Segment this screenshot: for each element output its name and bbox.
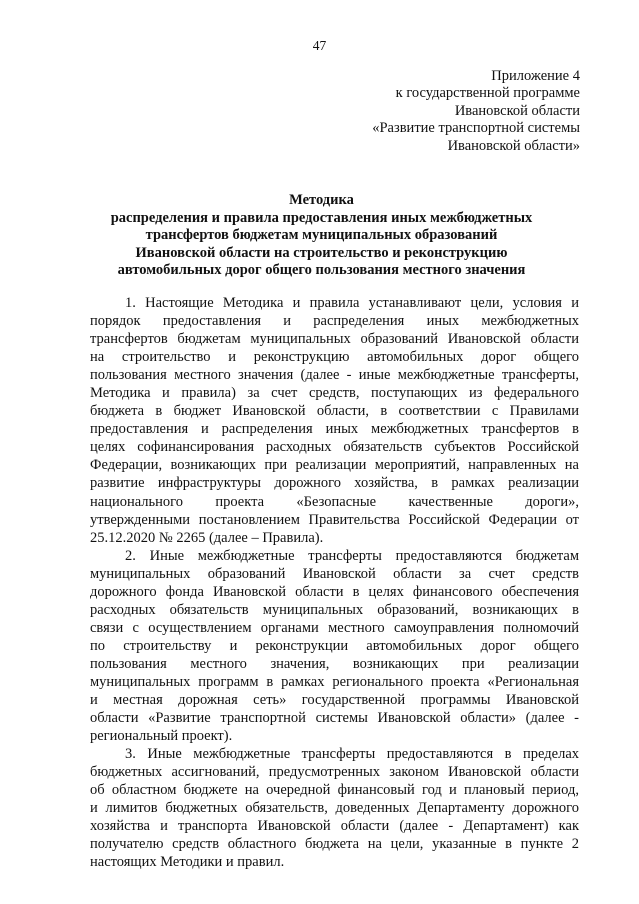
- paragraph-line: 25.12.2020 № 2265 (далее – Правила).: [90, 529, 324, 546]
- paragraph-line: настоящих Методики и правил.: [90, 854, 285, 871]
- paragraph-line: об областном бюджете на очередной финансовый год и плановый период,: [90, 782, 579, 799]
- appendix-line: Ивановской области: [454, 102, 580, 119]
- paragraph-line: 2. Иные межбюджетные трансферты предоставляются бюджетам: [125, 547, 579, 564]
- paragraph-line: пользования местного значения, возникающих при реализации: [90, 655, 579, 672]
- paragraph-line: и местная дорожная сеть» государственной программы Ивановской: [90, 692, 579, 709]
- paragraph-line: порядок предоставления и распределения иных межбюджетных: [90, 313, 579, 330]
- appendix-header: [372, 68, 580, 155]
- title-line: трансфертов бюджетам муниципальных образований: [145, 227, 498, 244]
- paragraph-line: Методика и правила) за счет средств, поступающих из федерального: [90, 385, 579, 402]
- document-title: [60, 192, 583, 280]
- title-line: распределения и правила предоставления иных межбюджетных: [110, 209, 533, 226]
- paragraph-line: 1. Настоящие Методика и правила устанавливают цели, условия и: [125, 295, 579, 311]
- title-line: Методика: [289, 192, 354, 208]
- paragraph-line: национального проекта «Безопасные качественные дороги»,: [90, 493, 579, 510]
- paragraph-line: расходных обязательств муниципальных образований, возникающих в: [90, 601, 579, 618]
- paragraph-line: региональный проект).: [90, 728, 233, 745]
- paragraph-line: хозяйства и транспорта Ивановской области (далее - Департамент) как: [90, 818, 579, 835]
- paragraph-line: бюджетных ассигнований, предусмотренных законом Ивановской области: [90, 764, 579, 781]
- paragraph-line: по строительству и реконструкции автомобильных дорог общего: [90, 637, 579, 654]
- paragraph-line: предоставления и распределения иных межбюджетных трансфертов в: [90, 421, 579, 438]
- paragraph-line: утвержденными постановлением Правительства Российской Федерации от: [90, 511, 579, 528]
- appendix-line: «Развитие транспортной системы: [372, 120, 580, 137]
- paragraph-line: дорожного фонда Ивановской области в целях финансового обеспечения: [90, 583, 579, 600]
- paragraph-line: области «Развитие транспортной системы Ивановской области» (далее -: [90, 710, 579, 727]
- title-line: Ивановской области на строительство и реконструкцию: [135, 244, 508, 261]
- paragraph-line: получателю средств областного бюджета на цели, указанные в пункте 2: [90, 836, 579, 853]
- document-body: [90, 294, 579, 872]
- paragraph-line: связи с осуществлением органами местного самоуправления полномочий: [90, 619, 579, 636]
- paragraph-line: муниципальных образований Ивановской области за счет средств: [90, 565, 579, 582]
- paragraph-line: на строительство и реконструкцию автомобильных дорог общего: [90, 349, 579, 366]
- title-line: автомобильных дорог общего пользования местного значения: [117, 262, 526, 279]
- paragraph: [90, 745, 579, 871]
- appendix-line: Приложение 4: [491, 68, 580, 84]
- paragraph: [90, 547, 579, 746]
- paragraph-line: бюджета в бюджет Ивановской области, в соответствии с Правилами: [90, 403, 579, 420]
- paragraph: [90, 294, 579, 547]
- appendix-line: к государственной программе: [395, 85, 580, 102]
- paragraph-line: развитие инфраструктуры дорожного хозяйства, в рамках реализации: [90, 475, 579, 492]
- paragraph-line: трансфертов бюджетам муниципальных образований Ивановской области: [90, 331, 579, 348]
- paragraph-line: 3. Иные межбюджетные трансферты предоставляются в пределах: [125, 746, 579, 763]
- appendix-line: Ивановской области»: [447, 137, 580, 154]
- paragraph-line: и лимитов бюджетных обязательств, доведенных Департаменту дорожного: [90, 800, 579, 817]
- paragraph-line: муниципальных программ в рамках регионального проекта «Региональная: [90, 673, 579, 690]
- page-number: 47: [312, 38, 327, 53]
- paragraph-line: целях софинансирования расходных обязательств субъектов Российской: [90, 439, 579, 456]
- paragraph-line: Федерации, возникающих при реализации мероприятий, направленных на: [90, 457, 579, 474]
- paragraph-line: пользования местного значения (далее - иные межбюджетные трансферты,: [90, 367, 579, 384]
